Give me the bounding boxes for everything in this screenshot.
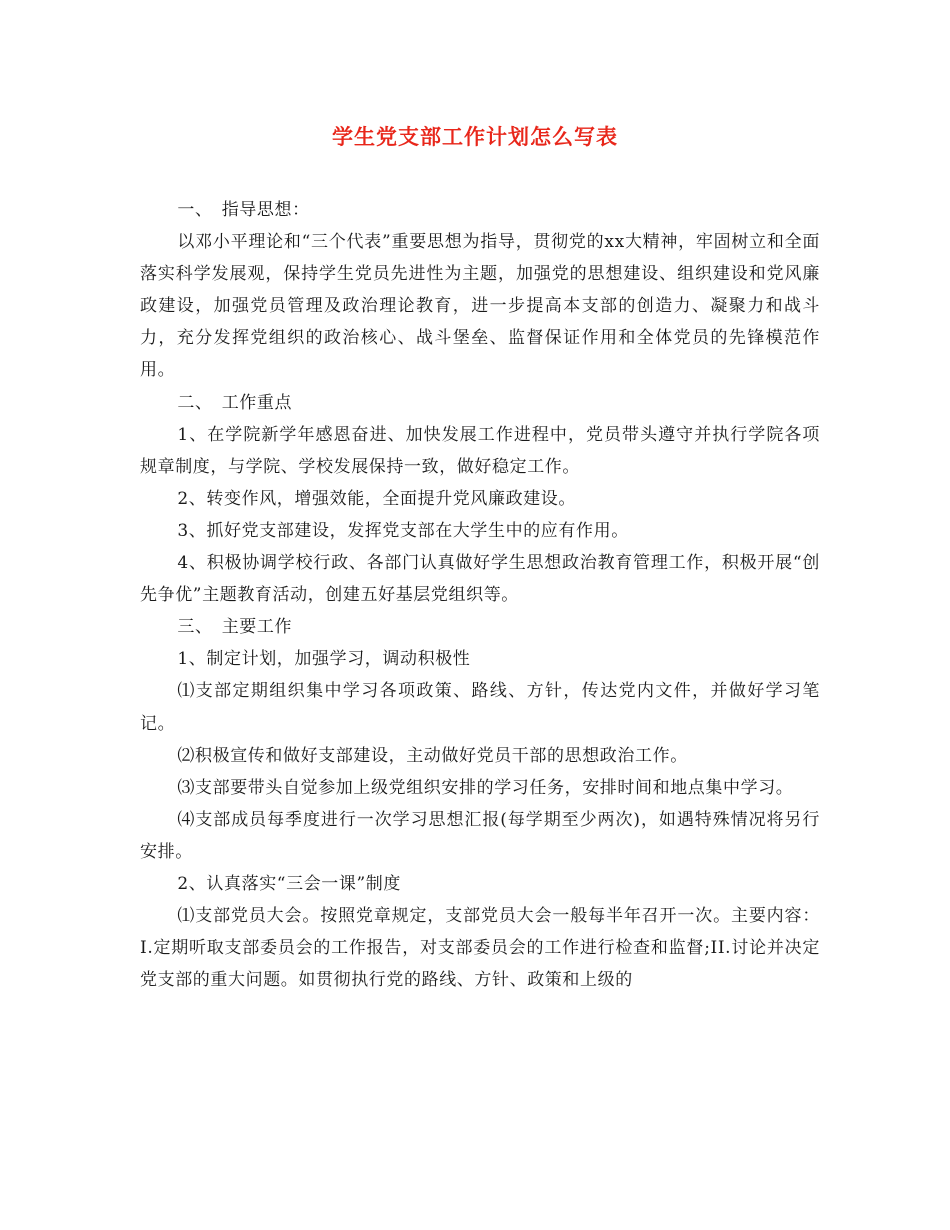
list-item: ⑴支部定期组织集中学习各项政策、路线、方针，传达党内文件，并做好学习笔记。 <box>140 681 820 734</box>
list-item: 1、在学院新学年感恩奋进、加快发展工作进程中，党员带头遵守并执行学院各项规章制度，与学院、学校发展保持一致，做好稳定工作。 <box>140 424 820 477</box>
list-item: 2、转变作风，增强效能，全面提升党风廉政建设。 <box>177 488 577 509</box>
paragraph: 以邓小平理论和“三个代表”重要思想为指导，贯彻党的xx大精神，牢固树立和全面落实科学发展观，保持学生党员先进性为主题，加强党的思想建设、组织建设和党风廉政建设，加强党员管理及政治理论教育，进一步提高本支部的创造力、凝聚力和战斗力，充分发挥党组织的政治核心、战斗堡垒、监督保证作用和全体党员的先锋模范作用。 <box>140 232 820 381</box>
list-item: ⑵积极宣传和做好支部建设，主动做好党员干部的思想政治工作。 <box>177 745 688 766</box>
list-item: 3、抓好党支部建设，发挥党支部在大学生中的应有作用。 <box>177 520 629 541</box>
list-item: 4、积极协调学校行政、各部门认真做好学生思想政治教育管理工作，积极开展“创先争优”主题教育活动，创建五好基层党组织等。 <box>140 553 820 606</box>
section-heading-work-focus: 二、 工作重点 <box>177 392 293 413</box>
document-title: 学生党支部工作计划怎么写表 <box>332 124 618 149</box>
section-heading-main-work: 三、 主要工作 <box>177 617 293 638</box>
section-heading-guiding-ideology: 一、 指导思想： <box>177 200 310 220</box>
list-item: ⑶支部要带头自觉参加上级党组织安排的学习任务，安排时间和地点集中学习。 <box>177 777 794 798</box>
subsection-heading: 1、制定计划，加强学习，调动积极性 <box>177 649 471 670</box>
list-item: ⑷支部成员每季度进行一次学习思想汇报(每学期至少两次)，如遇特殊情况将另行安排。 <box>140 809 820 862</box>
document-body <box>140 194 820 996</box>
subsection-heading: 2、认真落实“三会一课”制度 <box>177 873 401 894</box>
list-item: ⑴支部党员大会。按照党章规定，支部党员大会一般每半年召开一次。主要内容：I.定期听取支部委员会的工作报告，对支部委员会的工作进行检查和监督;II.讨论并决定党支部的重大问题。如贯彻执行党的路线、方针、政策和上级的 <box>140 906 820 991</box>
